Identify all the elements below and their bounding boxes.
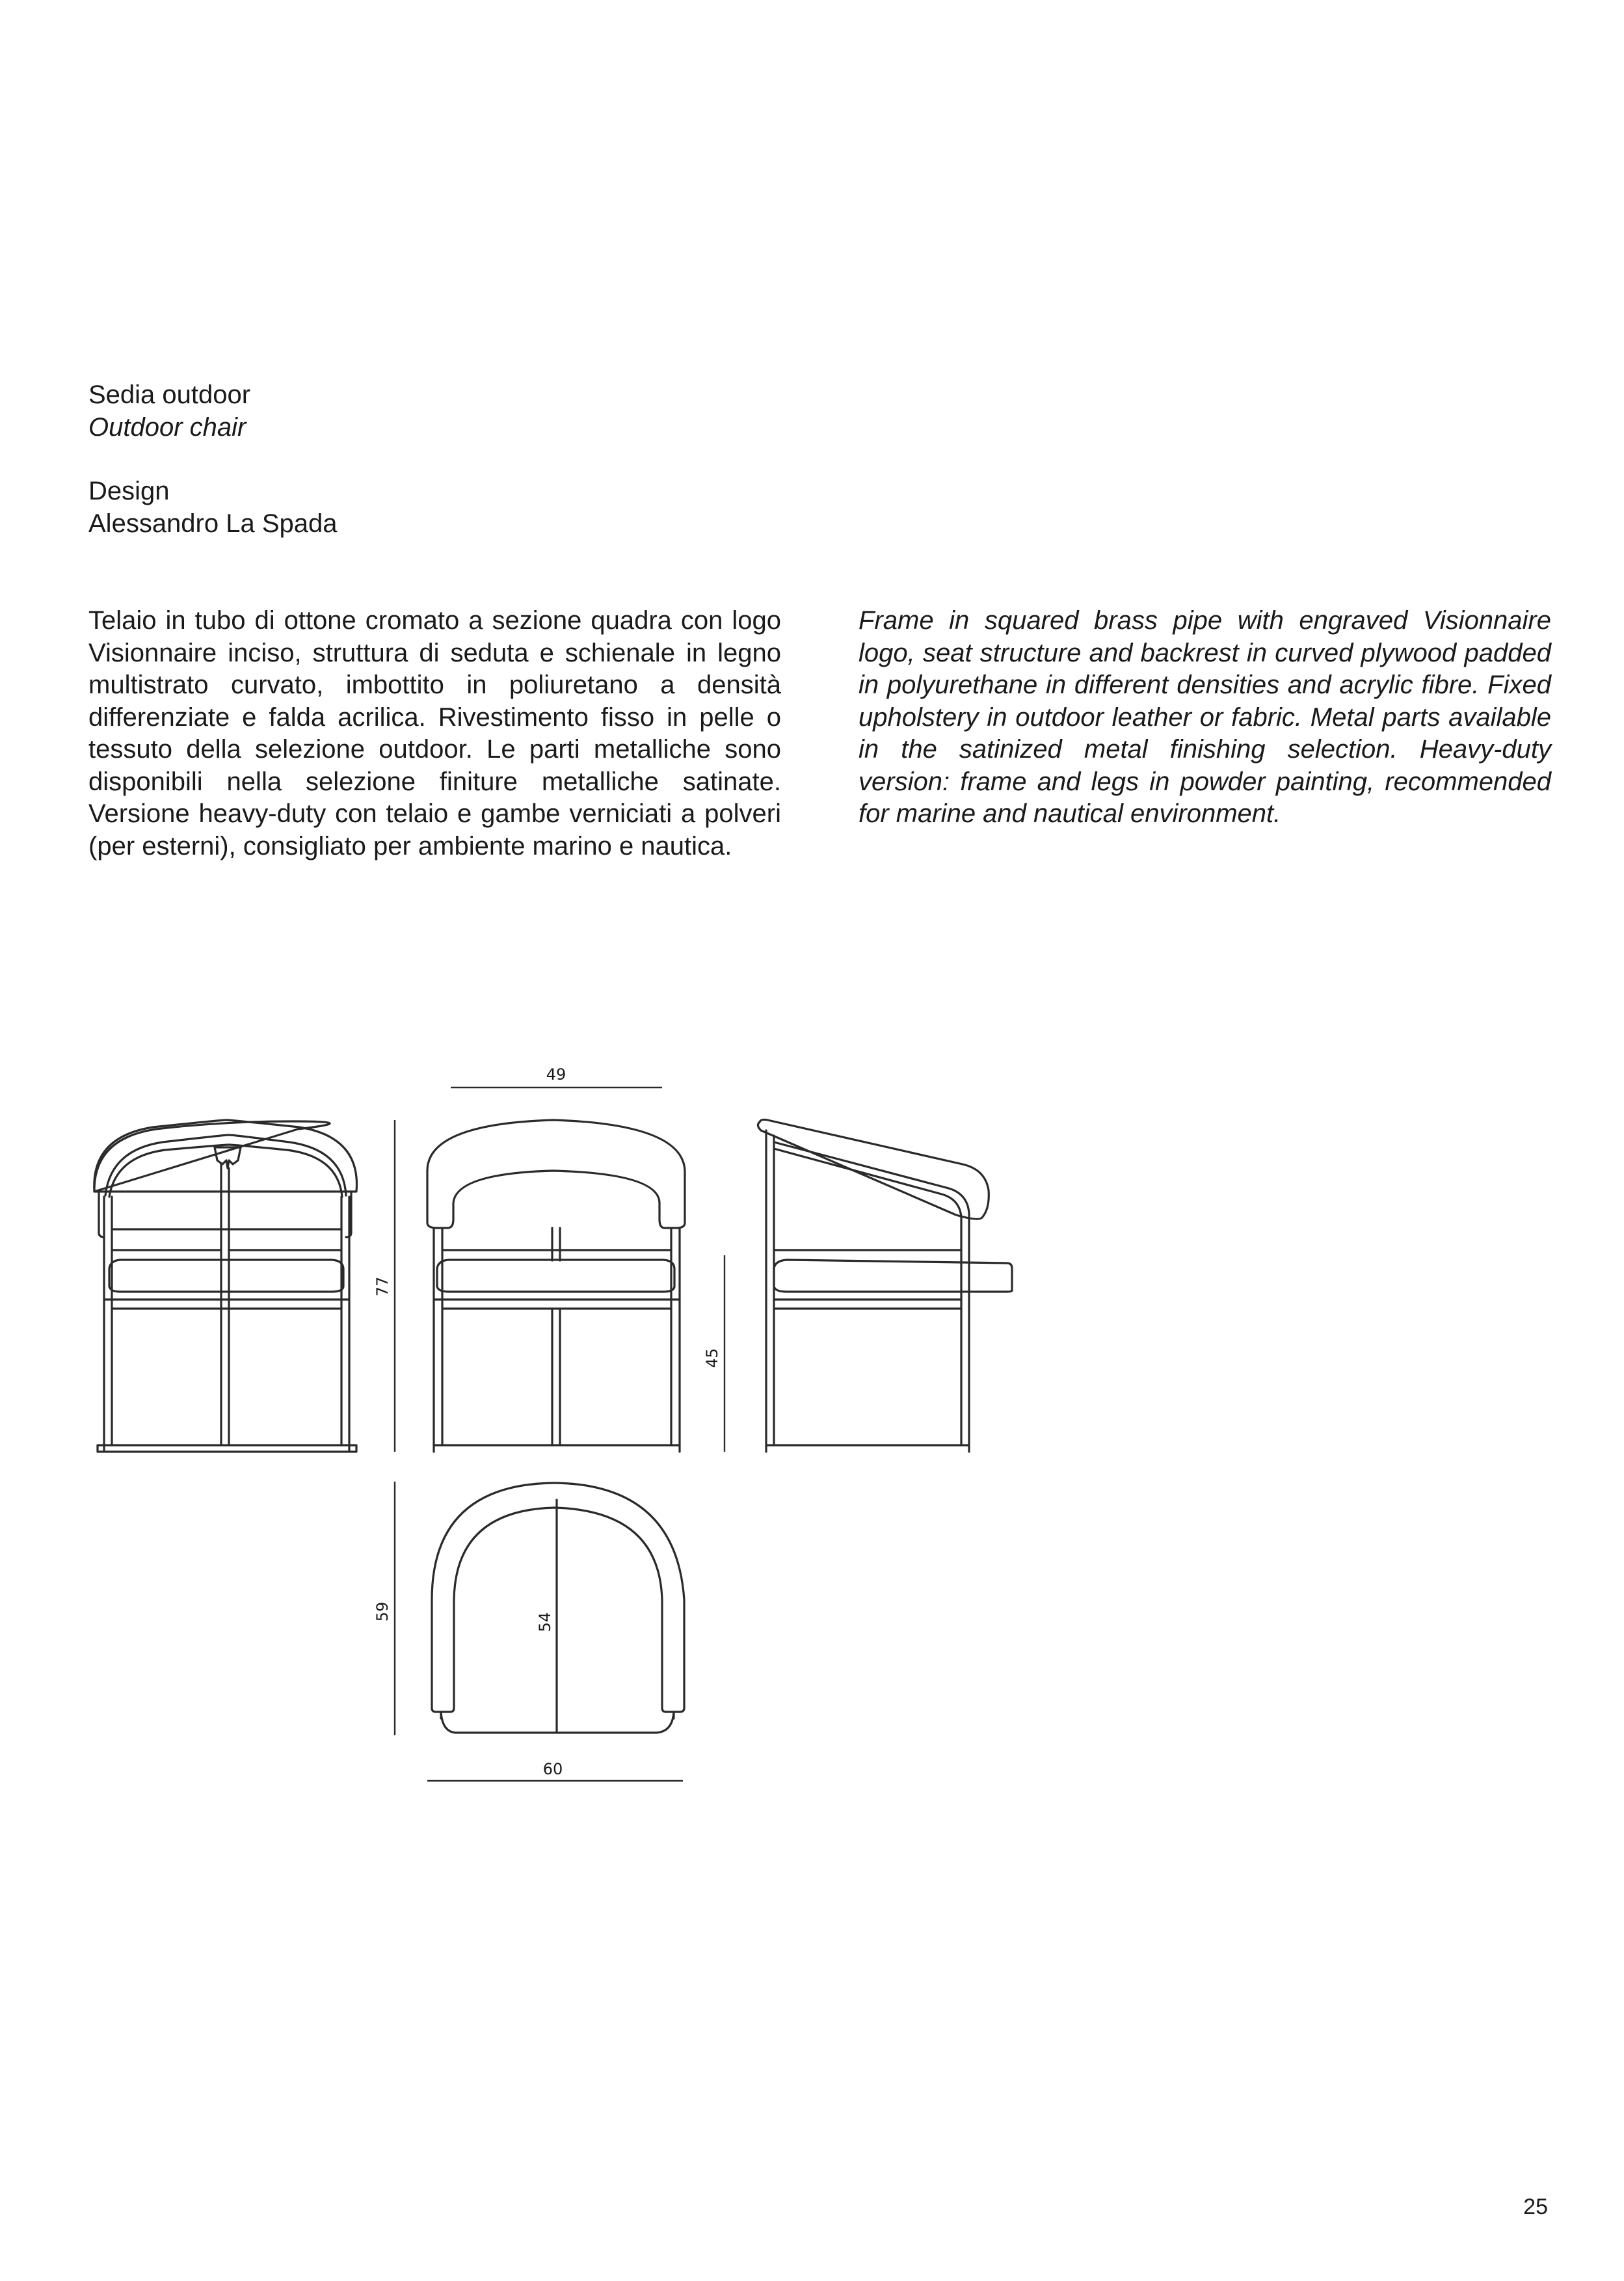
dimension-width-top-label: 60	[542, 1760, 563, 1778]
chair-top-view	[432, 1483, 684, 1733]
dimension-height	[373, 1120, 395, 1452]
chair-front-view	[427, 1120, 685, 1452]
dimension-depth-label: 59	[373, 1601, 392, 1622]
dimension-depth	[373, 1482, 395, 1735]
dimension-height-label: 77	[373, 1276, 392, 1297]
product-name-english: Outdoor chair	[88, 413, 246, 442]
dimension-seat-depth	[536, 1612, 554, 1633]
product-name-italian: Sedia outdoor	[88, 380, 251, 409]
dimension-width-front-label: 49	[546, 1065, 566, 1084]
description-english: Frame in squared brass pipe with engraved Visionnaire logo, seat structure and backrest in curved plywood padded in polyurethane in different densities and acrylic fibre. Fixed upholstery in outdoor leather or fabric. Metal parts available in the satinized metal finishing selection. Heavy-duty version: frame and legs in powder painting, recommended for marine and nautical environment.	[859, 606, 1551, 828]
chair-side-view	[758, 1119, 1012, 1452]
dimension-seat-height	[703, 1255, 725, 1452]
dimension-width-top	[427, 1760, 683, 1781]
dimension-width-front	[451, 1065, 662, 1087]
dimension-seat-height-label: 45	[703, 1348, 721, 1368]
chair-back-view	[94, 1120, 357, 1452]
designer-name: Alessandro La Spada	[88, 509, 338, 538]
description-italian: Telaio in tubo di ottone cromato a sezione quadra con logo Visionnaire inciso, struttura di seduta e schienale in legno multistrato curvato, imbottito in poliuretano a densità differenziate e falda acrilica. Rivestimento fisso in pelle o tessuto della selezione outdoor. Le parti metalliche sono disponibili nella selezione finiture metalliche satinate. Versione heavy-duty con telaio e gambe verniciati a polveri (per esterni), consigliato per ambiente marino e nautica.	[88, 606, 781, 860]
page-number: 25	[1523, 2194, 1548, 2219]
dimension-seat-depth-label: 54	[536, 1612, 554, 1633]
design-label: Design	[88, 477, 170, 505]
